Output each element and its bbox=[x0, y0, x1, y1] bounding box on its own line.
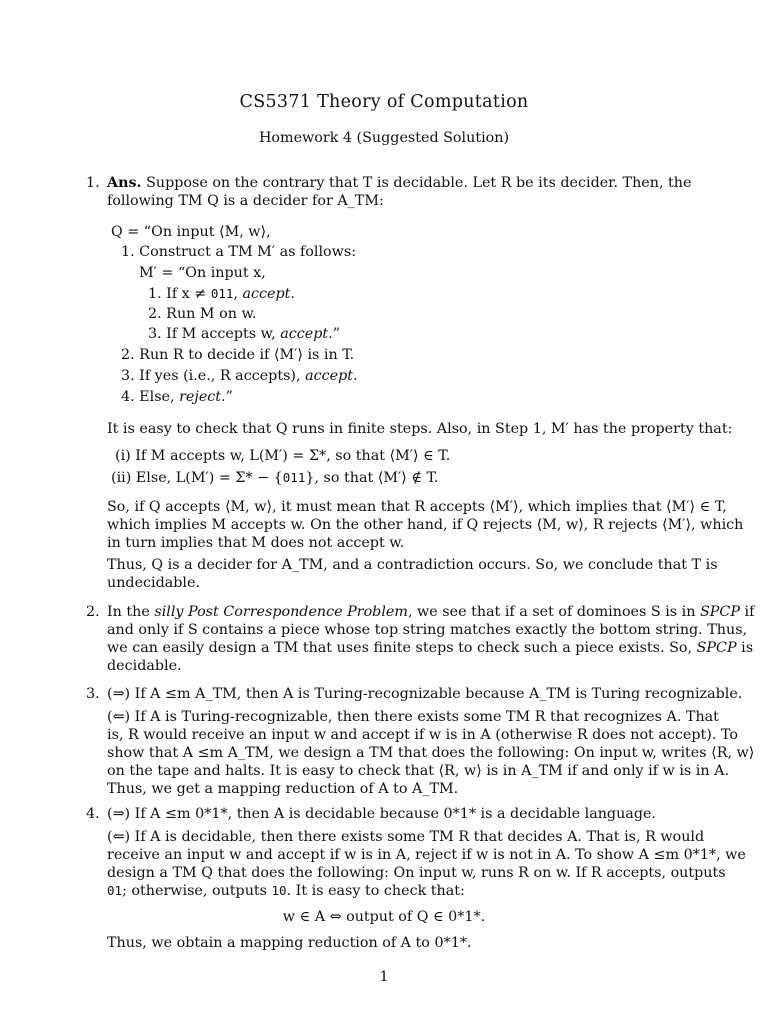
step-4-quote: ” bbox=[225, 389, 233, 405]
substep-3-quote: ” bbox=[332, 326, 341, 342]
problem-2-number: 2. bbox=[86, 604, 100, 620]
step-3-text: 3. If yes (i.e., R accepts), bbox=[121, 368, 306, 384]
p2-spcp-name: silly Post Correspondence Problem bbox=[154, 604, 408, 620]
problem-3-line-4: show that A ≤m A_TM, we design a TM that does the following: On input w, writes ⟨R, w⟩ bbox=[107, 745, 755, 761]
substep-3-text: 3. If M accepts w, bbox=[148, 326, 281, 342]
problem-2-line-1 bbox=[107, 603, 754, 621]
problem-1-line-2: following TM Q is a decider for A_TM: bbox=[107, 193, 384, 209]
case-ii-text-a: (ii) Else, L(M′) = Σ* − { bbox=[111, 470, 283, 486]
page-number: 1 bbox=[379, 969, 389, 985]
code-011: 011 bbox=[210, 286, 234, 301]
substep-1 bbox=[148, 285, 295, 303]
so-line-3: in turn implies that M does not accept w. bbox=[107, 535, 405, 551]
p4-l5-text-b: . It is easy to check that: bbox=[286, 883, 465, 899]
problem-3-number: 3. bbox=[86, 686, 100, 702]
code-011-set: 011 bbox=[282, 470, 306, 485]
step-4-reject: reject. bbox=[179, 389, 226, 405]
problem-4-line-6: Thus, we obtain a mapping reduction of A to 0*1*. bbox=[107, 935, 472, 951]
p2-spcp-1: SPCP bbox=[700, 604, 740, 620]
problem-3-line-5: on the tape and halts. It is easy to check that ⟨R, w⟩ is in A_TM if and only if w is in A. bbox=[107, 763, 729, 779]
case-ii bbox=[111, 469, 438, 487]
problem-1-text-1: Suppose on the contrary that T is decidable. Let R be its decider. Then, the bbox=[146, 175, 692, 191]
easy-check-line: It is easy to check that Q runs in finite steps. Also, in Step 1, M′ has the property that: bbox=[107, 421, 733, 437]
substep-3 bbox=[148, 325, 340, 343]
problem-2-line-2: and only if S contains a piece whose top string matches exactly the bottom string. Thus, bbox=[107, 622, 748, 638]
problem-4-number: 4. bbox=[86, 806, 100, 822]
equivalence-equation: w ∈ A ⇔ output of Q ∈ 0*1*. bbox=[282, 909, 486, 925]
case-ii-text-b: }, so that ⟨M′⟩ ∉ T. bbox=[305, 470, 439, 486]
substep-1-text: 1. If x ≠ bbox=[148, 286, 211, 302]
problem-4-line-2: (⇐) If A is decidable, then there exists some TM R that decides A. That is, R would bbox=[107, 829, 705, 845]
p2-text-c: , we see that if a set of dominoes S is in bbox=[407, 604, 701, 620]
tm-q-header: Q = “On input ⟨M, w⟩, bbox=[111, 224, 271, 240]
substep-1-accept: accept. bbox=[242, 286, 295, 302]
so-line-1: So, if Q accepts ⟨M, w⟩, it must mean that R accepts ⟨M′⟩, which implies that ⟨M′⟩ ∈ T, bbox=[107, 499, 727, 515]
step-4 bbox=[121, 388, 233, 406]
code-01: 01 bbox=[107, 883, 123, 898]
tm-m-prime-header: M′ = “On input x, bbox=[139, 265, 266, 281]
problem-3-line-2: (⇐) If A is Turing-recognizable, then there exists some TM R that recognizes A. That bbox=[107, 709, 719, 725]
p2-spcp-2: SPCP bbox=[696, 640, 737, 656]
p4-l5-text-a: ; otherwise, outputs bbox=[122, 883, 272, 899]
step-1: 1. Construct a TM M′ as follows: bbox=[121, 244, 357, 260]
problem-2-line-4: decidable. bbox=[107, 658, 182, 674]
substep-3-accept: accept. bbox=[280, 326, 333, 342]
problem-1-line-1 bbox=[107, 174, 691, 192]
thus-line-2: undecidable. bbox=[107, 575, 201, 591]
p2-text-e: if bbox=[740, 604, 755, 620]
problem-4-line-5 bbox=[107, 882, 465, 900]
substep-1-sep: , bbox=[233, 286, 243, 302]
problem-2-line-3 bbox=[107, 639, 753, 657]
problem-3-line-3: is, R would receive an input w and accept if w is in A (otherwise R does not accept). To bbox=[107, 727, 738, 743]
p2-l3-end: is bbox=[736, 640, 754, 656]
step-3 bbox=[121, 367, 358, 385]
substep-2: 2. Run M on w. bbox=[148, 306, 257, 322]
step-3-accept: accept. bbox=[305, 368, 358, 384]
problem-4-line-3: receive an input w and accept if w is in A, reject if w is not in A. To show A ≤m 0*1*, we bbox=[107, 847, 746, 863]
thus-line-1: Thus, Q is a decider for A_TM, and a contradiction occurs. So, we conclude that T is bbox=[107, 557, 718, 573]
p2-l3-text: we can easily design a TM that uses finite steps to check such a piece exists. So, bbox=[107, 640, 697, 656]
problem-4-line-4: design a TM Q that does the following: On input w, runs R on w. If R accepts, outputs bbox=[107, 865, 726, 881]
problem-3-line-1: (⇒) If A ≤m A_TM, then A is Turing-recognizable because A_TM is Turing recognizable. bbox=[107, 686, 743, 702]
page-title: CS5371 Theory of Computation bbox=[239, 92, 529, 112]
so-line-2: which implies M accepts w. On the other hand, if Q rejects ⟨M, w⟩, R rejects ⟨M′⟩, which bbox=[107, 517, 744, 533]
p2-text-a: In the bbox=[107, 604, 155, 620]
step-4-text: 4. Else, bbox=[121, 389, 180, 405]
page-subtitle: Homework 4 (Suggested Solution) bbox=[258, 130, 510, 146]
problem-1-number: 1. bbox=[86, 175, 100, 191]
problem-3-line-6: Thus, we get a mapping reduction of A to A_TM. bbox=[107, 781, 459, 797]
code-10: 10 bbox=[271, 883, 287, 898]
case-i: (i) If M accepts w, L(M′) = Σ*, so that ⟨M′⟩ ∈ T. bbox=[115, 448, 451, 464]
problem-4-line-1: (⇒) If A ≤m 0*1*, then A is decidable because 0*1* is a decidable language. bbox=[107, 806, 656, 822]
step-2: 2. Run R to decide if ⟨M′⟩ is in T. bbox=[121, 347, 355, 363]
ans-label: Ans. bbox=[107, 175, 142, 191]
